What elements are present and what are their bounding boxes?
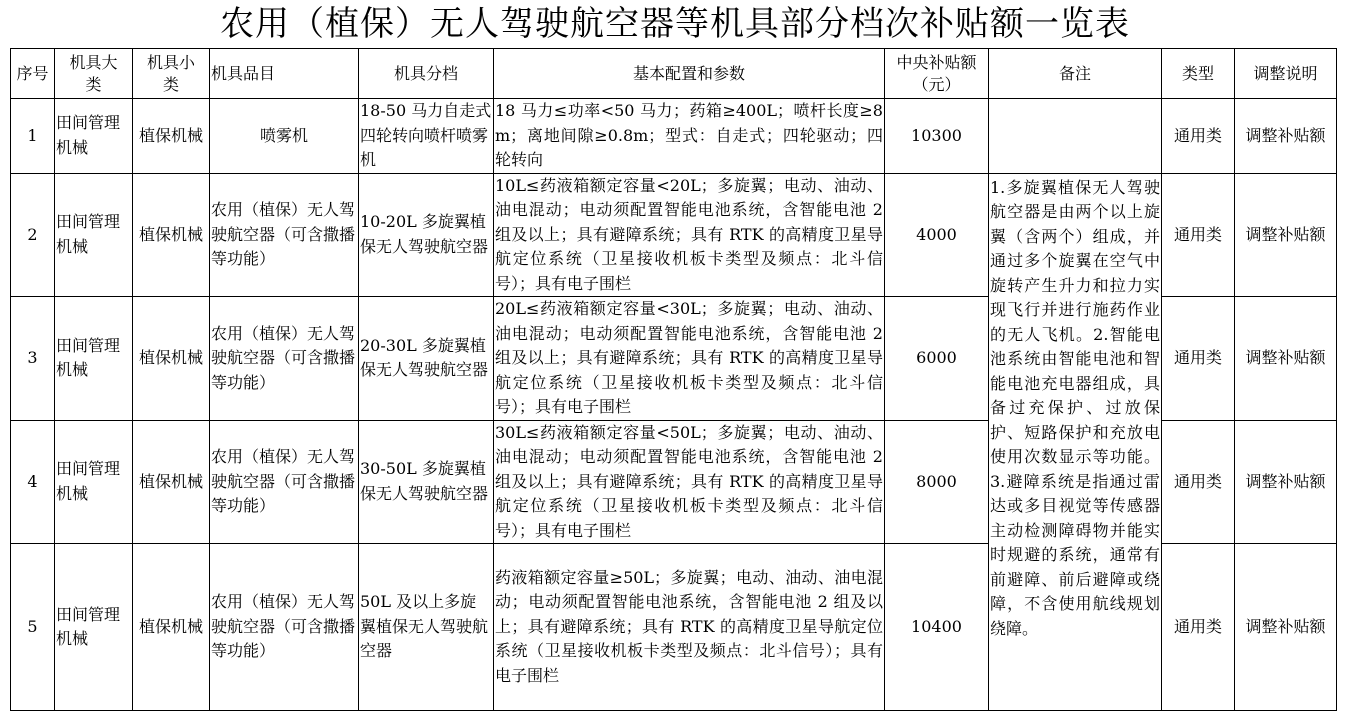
cell-seq: 4: [11, 420, 55, 544]
page-title: 农用（植保）无人驾驶航空器等机具部分档次补贴额一览表: [220, 4, 1130, 44]
cell-subsidy: 6000: [885, 297, 989, 421]
cell-item: 农用（植保）无人驾驶航空器（可含撒播等功能）: [210, 544, 359, 711]
cell-adjust: 调整补贴额: [1235, 173, 1337, 297]
cell-type: 通用类: [1162, 420, 1235, 544]
cell-notes: 1.多旋翼植保无人驾驶航空器是由两个以上旋翼（含两个）组成，并通过多个旋翼在空气中旋转产生升力和拉力实现飞行并进行施药作业的无人飞机。2.智能电池系统由智能电池和智能电池充电器组成，具备过充保护、过放保护、短路保护和充放电使用次数显示等功能。3.避障系统是指通过雷达或多目视觉等传感器主动检测障碍物并能实时规避的系统，通常有前避障、前后避障或绕障，不含使用航线规划绕障。: [989, 173, 1162, 711]
cell-category: 田间管理机械: [55, 420, 133, 544]
cell-subsidy: 10400: [885, 544, 989, 711]
cell-item: 农用（植保）无人驾驶航空器（可含撒播等功能）: [210, 297, 359, 421]
cell-item: 喷雾机: [210, 99, 359, 174]
cell-config: 18 马力≤功率<50 马力；药箱≥400L；喷杆长度≥8m；离地间隙≥0.8m；型式：自走式；四轮驱动；四轮转向: [494, 99, 885, 174]
cell-seq: 5: [11, 544, 55, 711]
cell-grade: 18-50 马力自走式四轮转向喷杆喷雾机: [359, 99, 494, 174]
header-row: [11, 49, 1337, 99]
cell-type: 通用类: [1162, 99, 1235, 174]
header-adjust: 调整说明: [1235, 49, 1337, 99]
cell-subcategory: 植保机械: [133, 297, 210, 421]
header-notes: 备注: [989, 49, 1162, 99]
header-category: 机具大类: [55, 49, 133, 99]
cell-category: 田间管理机械: [55, 99, 133, 174]
cell-subcategory: 植保机械: [133, 544, 210, 711]
cell-subcategory: 植保机械: [133, 99, 210, 174]
cell-seq: 2: [11, 173, 55, 297]
cell-subsidy: 4000: [885, 173, 989, 297]
header-subsidy: 中央补贴额（元）: [885, 49, 989, 99]
cell-grade: 10-20L 多旋翼植保无人驾驶航空器: [359, 173, 494, 297]
cell-type: 通用类: [1162, 173, 1235, 297]
header-type: 类型: [1162, 49, 1235, 99]
cell-notes-empty: [989, 99, 1162, 174]
cell-type: 通用类: [1162, 297, 1235, 421]
table-row: [11, 173, 1337, 297]
cell-subsidy: 8000: [885, 420, 989, 544]
table-row: [11, 99, 1337, 174]
cell-config: 20L≤药液箱额定容量<30L；多旋翼；电动、油动、油电混动；电动须配置智能电池系统，含智能电池 2 组及以上；具有避障系统；具有 RTK 的高精度卫星导航定位系统（卫星接收机板卡类型及频点：北斗信号）；具有电子围栏: [494, 297, 885, 421]
header-config: 基本配置和参数: [494, 49, 885, 99]
cell-category: 田间管理机械: [55, 297, 133, 421]
header-seq: 序号: [11, 49, 55, 99]
header-subcategory: 机具小类: [133, 49, 210, 99]
cell-category: 田间管理机械: [55, 544, 133, 711]
cell-seq: 1: [11, 99, 55, 174]
cell-item: 农用（植保）无人驾驶航空器（可含撒播等功能）: [210, 173, 359, 297]
header-item: 机具品目: [210, 49, 359, 99]
cell-config: 30L≤药液箱额定容量<50L；多旋翼；电动、油动、油电混动；电动须配置智能电池系统，含智能电池 2 组及以上；具有避障系统；具有 RTK 的高精度卫星导航定位系统（卫星接收机板卡类型及频点：北斗信号）；具有电子围栏: [494, 420, 885, 544]
cell-subcategory: 植保机械: [133, 173, 210, 297]
cell-config: 药液箱额定容量≥50L；多旋翼；电动、油动、油电混动；电动须配置智能电池系统，含智能电池 2 组及以上；具有避障系统；具有 RTK 的高精度卫星导航定位系统（卫星接收机板卡类型及频点：北斗信号）；具有电子围栏: [494, 544, 885, 711]
cell-grade: 20-30L 多旋翼植保无人驾驶航空器: [359, 297, 494, 421]
cell-subsidy: 10300: [885, 99, 989, 174]
cell-type: 通用类: [1162, 544, 1235, 711]
cell-item: 农用（植保）无人驾驶航空器（可含撒播等功能）: [210, 420, 359, 544]
cell-grade: 30-50L 多旋翼植保无人驾驶航空器: [359, 420, 494, 544]
cell-config: 10L≤药液箱额定容量<20L；多旋翼；电动、油动、油电混动；电动须配置智能电池系统，含智能电池 2 组及以上；具有避障系统；具有 RTK 的高精度卫星导航定位系统（卫星接收机板卡类型及频点：北斗信号）；具有电子围栏: [494, 173, 885, 297]
cell-adjust: 调整补贴额: [1235, 99, 1337, 174]
cell-grade: 50L 及以上多旋翼植保无人驾驶航空器: [359, 544, 494, 711]
cell-category: 田间管理机械: [55, 173, 133, 297]
cell-subcategory: 植保机械: [133, 420, 210, 544]
header-grade: 机具分档: [359, 49, 494, 99]
cell-adjust: 调整补贴额: [1235, 544, 1337, 711]
cell-adjust: 调整补贴额: [1235, 420, 1337, 544]
cell-adjust: 调整补贴额: [1235, 297, 1337, 421]
subsidy-table: [10, 48, 1337, 711]
cell-seq: 3: [11, 297, 55, 421]
